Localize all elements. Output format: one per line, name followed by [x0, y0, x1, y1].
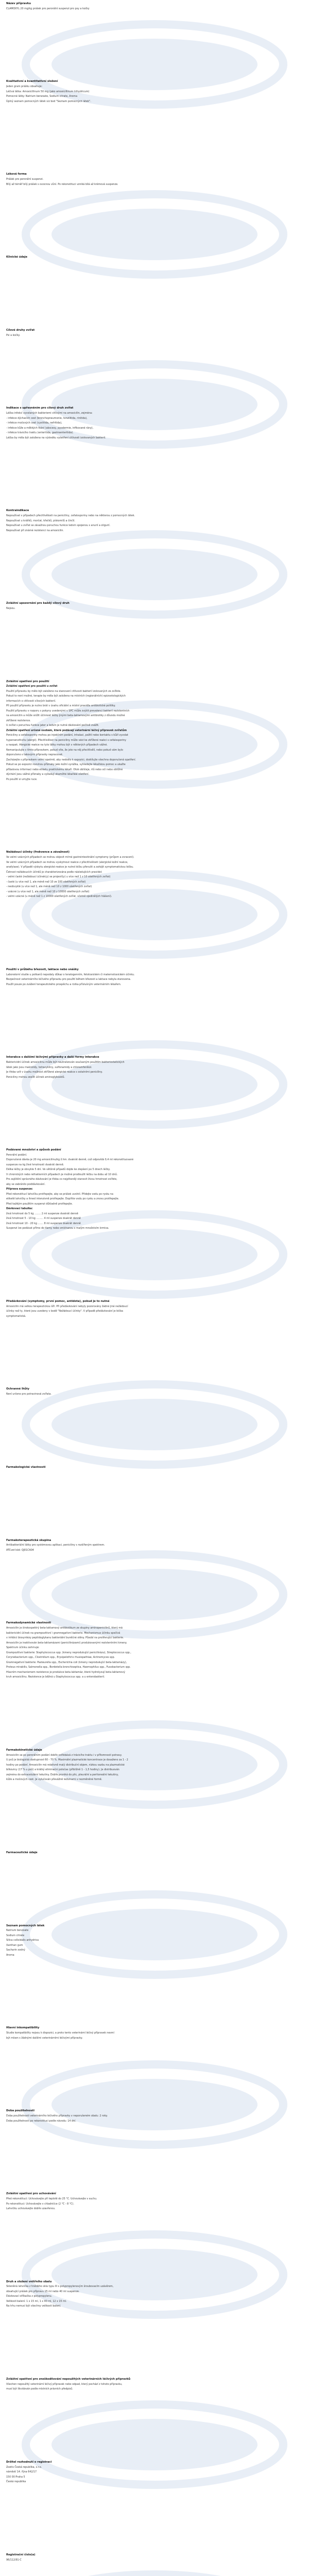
- text-line: zejména do extracelulární tekutiny. Dobře proniká do plic, pleurální a peritoneální tekutiny,: [6, 1773, 119, 1776]
- text-line: informacích o citlivosti cílových bakterií.: [6, 700, 56, 703]
- text-line: dýchání jsou vážné příznaky a vyžadují okamžité lékařské ošetření.: [6, 773, 90, 776]
- text-line: - infekce dýchacích cest (bronchopneumonie, tonzilitida, rinitida),: [6, 417, 88, 420]
- text-line: příbalovou informaci nebo etiketu praktickému lékaři. Otok obličeje, rtů nebo očí nebo obtížné: [6, 768, 123, 771]
- text-line: Bezpečnost veterinárního léčivého přípravku pro použití během březosti a laktace nebyla stanovena.: [6, 978, 131, 981]
- section-title: Zvláštní opatření pro uchovávání: [6, 2192, 56, 2196]
- text-line: živá hmotnost 10 - 20 kg ....... 8 ml suspenze dvakrát denně: [6, 1222, 81, 1225]
- section-title: Interakce s dalšími léčivými přípravky a další formy interakce: [6, 1056, 99, 1059]
- text-line: Je třeba vzít v úvahu možnost zkřížené alergické reakce s ostatními peniciliny.: [6, 1071, 103, 1074]
- section: [6, 2192, 190, 2211]
- text-line: Pro zajištění správného dávkování je třeba co nejpřesněji stanovit živou hmotnost zvířete,: [6, 1178, 117, 1181]
- section-title: Podávané množství a způsob podání: [6, 1148, 61, 1151]
- text-line: - velmi vzácné (u méně než 1 z 10000 ošetřených zvířat, včetně ojedinělých hlášení).: [6, 895, 112, 899]
- section: [6, 2280, 190, 2309]
- text-line: hypersenzitivitu (alergii). Přecitlivělost na peniciliny může vést ke zkřížené reakci s cefalosporiny: [6, 739, 126, 742]
- text-line: Léčivá látka: Amoxicillinum 50 mg (jako amoxicillinum trihydricum): [6, 90, 90, 93]
- text-line: zkřížené rezistence.: [6, 719, 31, 722]
- text-line: Perorální podání.: [6, 1154, 27, 1157]
- text-line: Zoetis Česká republika, s.r.o.: [6, 2466, 42, 2469]
- text-line: Použití přípravku by mělo být založeno na stanovení citlivosti bakterií izolovaných ze zvířete.: [6, 690, 121, 693]
- section-title: Kontraindikace: [6, 509, 29, 513]
- text-line: Hlavním mechanismem rezistence je produkce beta-laktamáz, které hydrolyzují beta-laktamový: [6, 1671, 125, 1674]
- text-line: Bílý až téměř bílý prášek s ovocnou vůní. Po rekonstituci vzniká bílá až krémová suspenze.: [6, 183, 118, 186]
- section: [6, 2, 190, 11]
- text-line: Pokud to není možné, terapie by měla být založena na místních (regionálních) epizootologických: [6, 695, 126, 698]
- text-line: Všechen nepoužitý veterinární léčivý přípravek nebo odpad, který pochází z tohoto přípravku,: [6, 2383, 123, 2386]
- text-line: 150 00 Praha 5: [6, 2476, 25, 2479]
- subsection-heading: Dávkovací tabulka:: [6, 1208, 33, 1211]
- text-line: Proteus mirabilis, Salmonella spp., Bordetella bronchiseptica, Haemophilus spp., Fusobacterium spp.: [6, 1666, 131, 1669]
- text-line: Studie kompatibility nejsou k dispozici, a proto tento veterinární léčivý přípravek nesmí: [6, 2032, 114, 2035]
- text-line: Délka léčby je obvykle 5 dní. Ve většině případů dojde ke zlepšení po 5 dnech léčby.: [6, 1168, 110, 1172]
- text-line: - časté (u více než 1, ale méně než 10 ze 100 ošetřených zvířat): [6, 880, 86, 884]
- text-line: v inhibici biosyntézy peptidoglykanu bakteriální buněčné stěny. Působí na proliferující bakterie.: [6, 1637, 124, 1640]
- section: [6, 406, 190, 440]
- text-line: U zvířat s poruchou funkce jater a ledvin je nutné dávkování pečlivě zvážit.: [6, 724, 99, 727]
- section: [6, 601, 190, 611]
- text-line: Léčba infekcí vyvolaných bakteriemi citlivými na amoxicilin, zejména:: [6, 412, 93, 415]
- text-line: Antibakteriální látky pro systémovou aplikaci, peniciliny s rozšířeným spektrem.: [6, 1544, 105, 1547]
- section-title: Farmakoterapeutická skupina: [6, 1538, 52, 1542]
- text-line: Nepoužívat při známé rezistenci na amoxicilin.: [6, 529, 64, 532]
- text-line: Psi a kočky.: [6, 334, 21, 337]
- section-title: Předávkování (symptomy, první pomoc, antidota), pokud je to nutné: [6, 1299, 110, 1303]
- text-line: 96/112/91-C: [6, 2558, 22, 2562]
- section-title: Farmakologické vlastnosti: [6, 1465, 46, 1469]
- section-title: Farmaceutické údaje: [6, 1851, 38, 1854]
- text-line: Nepoužívat u zvířat se závažnou poruchou funkce ledvin spojenou s anurií a oligurií.: [6, 524, 111, 528]
- text-line: náměstí 14. října 642/17: [6, 2471, 37, 2474]
- text-line: U psů je biologická dostupnost 60 - 70 %. Maximální plazmatické koncentrace je dosaženo za 1 - 2: [6, 1759, 128, 1762]
- text-line: Peniciliny a cefalosporiny mohou po injekčním podání, inhalaci, požití nebo kontaktu s kůží vyvolat: [6, 734, 128, 737]
- text-line: anafylaxe). V případě výskytu alergické reakce je nutné léčbu přerušit a zahájit symptomatickou léčbu.: [6, 866, 134, 869]
- text-line: Před každým použitím suspenzi důkladně protřepejte.: [6, 1202, 73, 1206]
- section-title: Klinické údaje: [6, 256, 27, 259]
- text-line: Úplný seznam pomocných látek viz bod "Seznam pomocných látek".: [6, 100, 91, 103]
- subsection-heading: Příprava suspenze:: [6, 1188, 33, 1191]
- section-title: Zvláštní opatření pro zneškodňování nepoužitých veterinárních léčivých přípravků: [6, 2377, 131, 2381]
- text-line: látek jako jsou makrolidy, tetracykliny, sulfonamidy a chloramfenikol.: [6, 1066, 92, 1069]
- section: [6, 79, 190, 104]
- text-line: - infekce močových cest (cystitida, nefritida),: [6, 422, 62, 425]
- text-line: - infekce trávicího traktu (enteritida, gastroenteritida).: [6, 432, 74, 435]
- text-line: Na trhu nemusí být všechny velikosti balení.: [6, 2305, 61, 2308]
- section: [6, 2553, 190, 2563]
- text-line: Ve velmi vzácných případech se mohou objevit mírné gastrointestinální symptomy (průjem a zvracení).: [6, 856, 134, 859]
- text-line: CLAMOXYL 20 mg/kg prášek pro perorální suspenzi pro psy a kočky: [6, 7, 90, 10]
- section: [6, 968, 190, 987]
- text-line: Nemanipulujte s tímto přípravkem, pokud víte, že jste na něj přecitlivělí, nebo pokud vám bylo: [6, 749, 123, 752]
- text-line: Nepoužívat v případech přecitlivělosti na peniciliny, cefalosporiny nebo na některou z pomocných látek.: [6, 515, 135, 518]
- text-line: Spektrum účinku zahrnuje:: [6, 1647, 40, 1650]
- text-line: na amoxicilin a může snížit účinnost léčby jinými beta-laktamovými antibiotiky z důvodu možné: [6, 715, 125, 718]
- text-line: živá hmotnost do 5 kg ........ 2 ml suspenze dvakrát denně: [6, 1212, 78, 1215]
- text-line: Použít pouze po zvážení terapeutického prospěchu a rizika příslušným veterinárním lékařem.: [6, 983, 122, 986]
- text-line: V chronických nebo refrakterních případech je možné prodloužit léčbu na dobu až 10 dnů.: [6, 1173, 118, 1176]
- text-line: Po použití si umyjte ruce.: [6, 778, 38, 781]
- text-line: kůže a močových cest. Je vylučován převážně ledvinami v nezměněné formě.: [6, 1778, 102, 1782]
- section-title: Cílové druhy zvířat: [6, 329, 35, 332]
- product-document: [6, 2, 190, 2576]
- text-line: Baktericidní účinek amoxicilinu může být neutralizován současným použitím bakteriostatických: [6, 1061, 125, 1064]
- text-line: obsahující prášek pro přípravu 15 ml nebo 40 ml suspenze.: [6, 2290, 80, 2293]
- text-line: Doporučená dávka je 20 mg amoxicilinu/kg ž.hm. dvakrát denně, což odpovídá 0,4 ml rekonstituované: [6, 1159, 134, 1162]
- section: [6, 850, 190, 899]
- text-line: Pomocné látky: Natrium benzoate, Sodium citrate, Aroma: [6, 95, 78, 98]
- text-line: Nepoužívat u králíků, morčat, křečků, pískomilů a činčil.: [6, 519, 75, 522]
- text-line: Gramnegativní bakterie: Pasteurella spp., Escherichia coli (kmeny neprodukující beta-laktamázy),: [6, 1661, 127, 1664]
- section-title: Registrační číslo(a): [6, 2553, 36, 2556]
- section: [6, 1621, 190, 1680]
- text-line: Česká republika: [6, 2481, 26, 2484]
- text-line: Velikosti balení: 1 x 15 ml, 1 x 40 ml, 12 x 15 ml.: [6, 2300, 67, 2303]
- text-line: Před rekonstitucí lahvičku protřepejte, aby se prášek uvolnil. Přidejte vodu po rysku na: [6, 1193, 113, 1196]
- text-line: bílkoviny (17 % u psů) a krátký eliminační poločas (přibližně 1 - 1,5 hodiny). Je distribuován: [6, 1769, 119, 1772]
- text-line: ATCvet kód: QJ01CA04: [6, 1549, 34, 1552]
- section-title: Druh a složení vnitřního obalu: [6, 2280, 52, 2283]
- text-line: Při použití přípravku je nutno brát v úvahu oficiální a místní pravidla antibiotické politiky.: [6, 705, 116, 708]
- text-line: Doba použitelnosti veterinárního léčivého přípravku v neporušeném obalu: 2 roky.: [6, 2115, 108, 2118]
- section-title: Použití v průběhu březosti, laktace nebo snášky: [6, 968, 79, 971]
- section-title: Název přípravku: [6, 2, 31, 5]
- section: [6, 2460, 190, 2485]
- subsection-heading: Zvláštní opatření pro použití u zvířat: [6, 685, 58, 688]
- text-line: Léčba by měla být založena na výsledku vyšetření citlivosti izolovaných bakterií.: [6, 436, 106, 439]
- text-line: Prášek pro perorální suspenzi.: [6, 178, 44, 181]
- text-line: Pokud se po expozici rozvinou příznaky jako kožní vyrážka, vyhledejte lékařskou pomoc a ukažte: [6, 764, 126, 767]
- section: [6, 1924, 190, 1958]
- text-line: Xanthan gum: [6, 1944, 23, 1947]
- text-line: etiketě lahvičky a ihned intenzivně protřepejte. Doplňte vodu po rysku a znovu protřepejte.: [6, 1198, 119, 1201]
- text-line: Suspenzi lze podávat přímo do tlamy nebo smíchanou s malým množstvím krmiva.: [6, 1227, 109, 1230]
- section-title: Farmakokinetické údaje: [6, 1748, 42, 1752]
- text-line: Četnost nežádoucích účinků je charakterizována podle následujících pravidel:: [6, 871, 102, 874]
- section-title: Indikace s upřesněním pro cílový druh zvířat: [6, 406, 74, 410]
- text-line: Amoxicilin je inaktivován beta-laktamázami (penicilinázami) produkovanými rezistentními kmeny.: [6, 1641, 127, 1645]
- section-title: Doba použitelnosti: [6, 2109, 35, 2113]
- section-title: Nežádoucí účinky (frekvence a závažnost): [6, 851, 70, 854]
- text-line: baktericidní účinek na grampozitivní i gramnegativní bakterie. Mechanismus účinku spočívá: [6, 1632, 121, 1635]
- section-title: Ochranné lhůty: [6, 1387, 29, 1391]
- text-line: hodiny po podání. Amoxicilin má relativně malý distribuční objem, nízkou vazbu na plazmatické: [6, 1764, 125, 1767]
- section: [6, 255, 190, 260]
- text-line: Před rekonstitucí: Uchovávejte při teplotě do 25 °C. Uchovávejte v suchu.: [6, 2198, 97, 2201]
- section-title: Seznam pomocných látek: [6, 1924, 45, 1927]
- section-title: Hlavní inkompatibility: [6, 2026, 40, 2030]
- text-line: aby se zabránilo poddávkování.: [6, 1183, 45, 1186]
- section-title: Zvláštní opatření pro použití: [6, 680, 49, 683]
- section-title: Držitel rozhodnutí o registraci: [6, 2460, 52, 2464]
- text-line: Corynebacterium spp., Clostridium spp., Erysipelothrix rhusiopathiae, Actinomyces spp.: [6, 1656, 115, 1659]
- section: [6, 1387, 190, 1397]
- subsection-heading: Zvláštní opatření určené osobám, které podávají veterinární léčivý přípravek zvířatům: [6, 729, 127, 732]
- text-line: - infekce kůže a měkkých tkání (abscesy, pyodermie, infikované rány),: [6, 427, 94, 430]
- text-line: kruh amoxicilinu. Rezistence je běžná u Staphylococcus spp. a u enterobakterií.: [6, 1676, 105, 1679]
- section-title: Léková forma: [6, 173, 27, 176]
- section: [6, 1538, 190, 1553]
- text-line: Sodium citrate: [6, 1934, 25, 1937]
- section: [6, 509, 190, 533]
- text-line: - vzácné (u více než 1, ale méně než 10 z 10000 ošetřených zvířat): [6, 890, 90, 893]
- text-line: živá hmotnost 5 - 10 kg ......... 4 ml suspenze dvakrát denně: [6, 1217, 81, 1221]
- section: [6, 1465, 190, 1470]
- text-line: a naopak. Alergické reakce na tyto látky mohou být v některých případech vážné.: [6, 744, 108, 747]
- section-title: Zvláštní upozornění pro každý cílový druh: [6, 602, 70, 605]
- section: [6, 1055, 190, 1080]
- text-line: Amoxicilin má velkou terapeutickou šíři. Při předávkování nebyly pozorovány žádné jiné nežádoucí: [6, 1305, 128, 1308]
- section: [6, 172, 190, 187]
- text-line: symptomatická.: [6, 1315, 26, 1318]
- section-title: Kvalitativní a kvantitativní složení: [6, 80, 58, 83]
- section: [6, 2026, 190, 2041]
- text-line: Lahvičku uchovávejte dobře uzavřenou.: [6, 2208, 56, 2211]
- text-line: Amoxicilin je širokospektrý beta-laktamový antibiotikum ze skupiny aminopenicilinů, který má: [6, 1627, 123, 1630]
- text-line: Ve velmi vzácných případech se mohou vyskytnout reakce z přecitlivělosti (alergické kožní reakce,: [6, 861, 128, 864]
- text-line: Amoxicilin se po perorálním podání dobře vstřebává z trávicího traktu i v přítomnosti potravy.: [6, 1754, 122, 1757]
- section: [6, 1148, 190, 1231]
- text-line: Skleněná lahvička z hnědého skla typu III s polypropylenovým šroubovacím uzávěrem,: [6, 2285, 114, 2289]
- text-line: Doba použitelnosti po rekonstituci podle návodu: 14 dní.: [6, 2120, 76, 2123]
- text-line: Po rekonstituci: Uchovávejte v chladničce (2 °C - 8 °C).: [6, 2202, 74, 2206]
- text-line: Dávkovací stříkačka z polypropylenu.: [6, 2295, 53, 2298]
- section-title: Farmakodynamické vlastnosti: [6, 1621, 52, 1625]
- text-line: Natrium benzoate: [6, 1929, 29, 1933]
- text-line: Laboratorní studie u potkanů nepodaly důkaz o teratogenním, fetotoxickém či maternotoxickém účinku.: [6, 973, 135, 976]
- text-line: Zacházejte s přípravkem velmi opatrně, aby nedošlo k expozici, dodržujte všechna doporučená opatření.: [6, 758, 136, 761]
- section: [6, 1748, 190, 1783]
- text-line: - velmi časté (nežádoucí účinek(y) se projevil(y) u více než 1 z 10 ošetřených zvířat): [6, 876, 111, 879]
- text-line: Použití přípravku v rozporu s pokyny uvedenými v SPC může zvýšit prevalenci bakterií rezistentních: [6, 709, 130, 713]
- section: [6, 1299, 190, 1319]
- text-line: Grampozitivní bakterie: Staphylococcus spp. (kmeny neprodukující penicilinázu), Streptococcus spp.,: [6, 1651, 131, 1654]
- text-line: doporučeno s takovými přípravky nepracovat.: [6, 754, 63, 757]
- text-line: Sacharin sodný: [6, 1949, 25, 1952]
- text-line: Aroma: [6, 1954, 14, 1957]
- text-line: suspenze na kg živé hmotnosti dvakrát denně.: [6, 1163, 64, 1166]
- section: [6, 328, 190, 338]
- text-line: účinky než ty, které jsou uvedeny v bodě "Nežádoucí účinky". V případě předávkování je léčba: [6, 1310, 123, 1313]
- section: [6, 2109, 190, 2124]
- text-line: Jeden gram prášku obsahuje:: [6, 86, 43, 89]
- text-line: být mísen s žádnými dalšími veterinárními léčivými přípravky.: [6, 2037, 83, 2040]
- text-line: Peniciliny mohou zesílit účinek aminoglykosidů.: [6, 1076, 65, 1079]
- text-line: Nejsou.: [6, 607, 15, 611]
- text-line: musí být likvidován podle místních právních předpisů.: [6, 2388, 73, 2391]
- text-line: Není určeno pro potravinová zvířata.: [6, 1393, 52, 1396]
- section: [6, 1851, 190, 1856]
- text-line: Silica colloidalis anhydrica: [6, 1939, 39, 1942]
- section: [6, 2377, 190, 2392]
- text-line: - neobvyklé (u více než 1, ale méně než 10 z 1000 ošetřených zvířat): [6, 886, 92, 889]
- section: [6, 680, 190, 783]
